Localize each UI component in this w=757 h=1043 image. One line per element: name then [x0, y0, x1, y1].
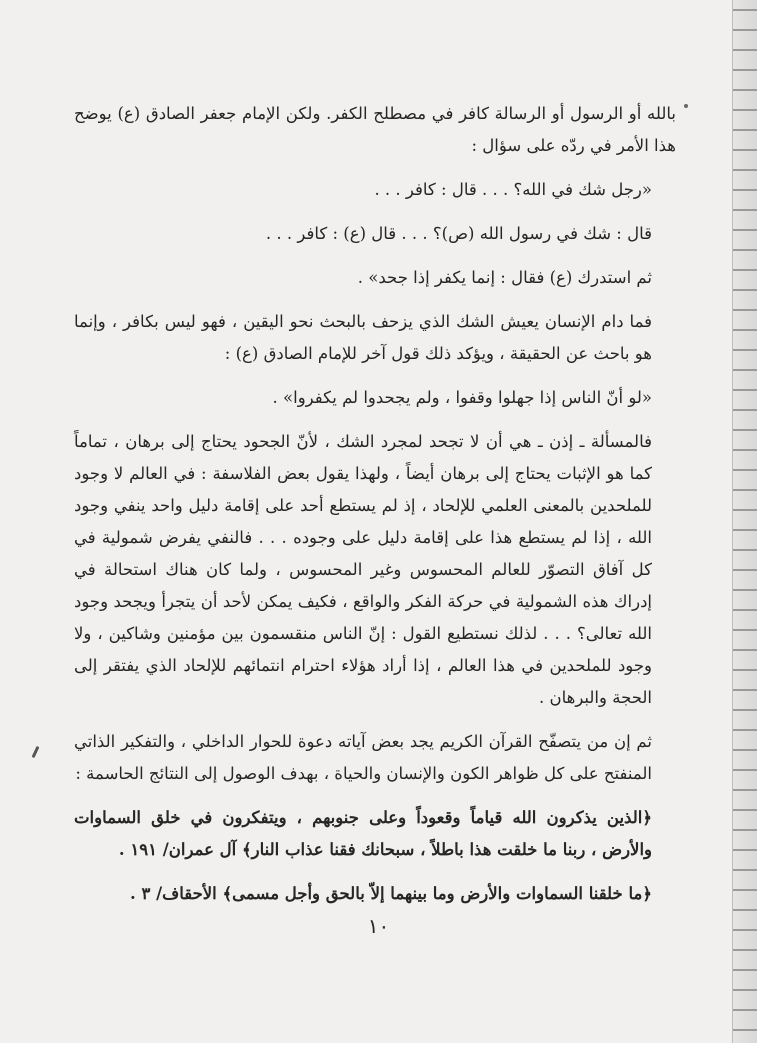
verse-al-imran: ﴿الذين يذكرون الله قياماً وقعوداً وعلى جنوبهم ، ويتفكرون في خلق السماوات والأرض ، ربنا ما خلقت هذا باطلاً ، سبحانك فقنا عذاب النار﴾ آل عمران/ ١٩١ .	[74, 808, 652, 859]
paragraph-doubt: فما دام الإنسان يعيش الشك الذي يزحف بالبحث نحو اليقين ، فهو ليس بكافر ، وإنما هو باحث عن الحقيقة ، ويؤكد ذلك قول آخر للإمام الصادق (ع) :	[74, 312, 652, 363]
quote-line-3: ثم استدرك (ع) فقال : إنما يكفر إذا جحد» .	[357, 268, 652, 287]
paragraph-denial: فالمسألة ـ إذن ـ هي أن لا تجحد لمجرد الشك ، لأنّ الجحود يحتاج إلى برهان ، تماماً كما هو الإثبات يحتاج إلى برهان أيضاً ، ولهذا يقول بعض الفلاسفة : في العالم لا وجود للملحدين بالمعنى العلمي للإلحاد ، إذ لم يستطع أحد على إقامة دليل واحد ينفي وجود الله ، إذا لم يستطع هذا على إقامة دليل على وجوده . . . فالنفي يفرض شمولية في كل آفاق التصوّر للعالم المحسوس وغير المحسوس ، ولما كان هناك استحالة في إدراك هذه الشمولية في حركة الفكر والواقع ، فكيف يمكن لأحد أن يتجرأ ويجحد وجود الله تعالى؟ . . . لذلك نستطيع القول : إنّ الناس منقسمون بين مؤمنين وشاكين ، ولا وجود للملحدين في هذا العالم ، إذا أراد هؤلاء احترام انتمائهم للإلحاد الذي يفتقر إلى الحجة والبرهان .	[74, 432, 652, 707]
quote-line-1: «رجل شك في الله؟ . . . قال : كافر . . .	[374, 180, 652, 199]
paragraph-intro: بالله أو الرسول أو الرسالة كافر في مصطلح الكفر. ولكن الإمام جعفر الصادق (ع) يوضح هذا الأمر في ردّه على سؤال :	[74, 104, 676, 155]
pencil-mark-icon	[32, 746, 40, 758]
spiral-binding	[732, 0, 757, 1043]
page-number: ١٠	[367, 914, 390, 938]
verse-al-ahqaf: ﴿ما خلقنا السماوات والأرض وما بينهما إلاّ بالحق وأجل مسمى﴾ الأحقاف/ ٣ .	[129, 884, 652, 903]
ink-dot	[684, 104, 688, 108]
quote-line-2: قال : شك في رسول الله (ص)؟ . . . قال (ع) : كافر . . .	[265, 224, 652, 243]
page-body	[74, 98, 676, 910]
paragraph-quran: ثم إن من يتصفّح القرآن الكريم يجد بعض آياته دعوة للحوار الداخلي ، والتفكير الذاتي المنفتح على كل ظواهر الكون والإنسان والحياة ، بهدف الوصول إلى النتائج الحاسمة :	[74, 732, 652, 783]
quote-imam: «لو أنّ الناس إذا جهلوا وقفوا ، ولم يجحدوا لم يكفروا» .	[272, 388, 652, 407]
